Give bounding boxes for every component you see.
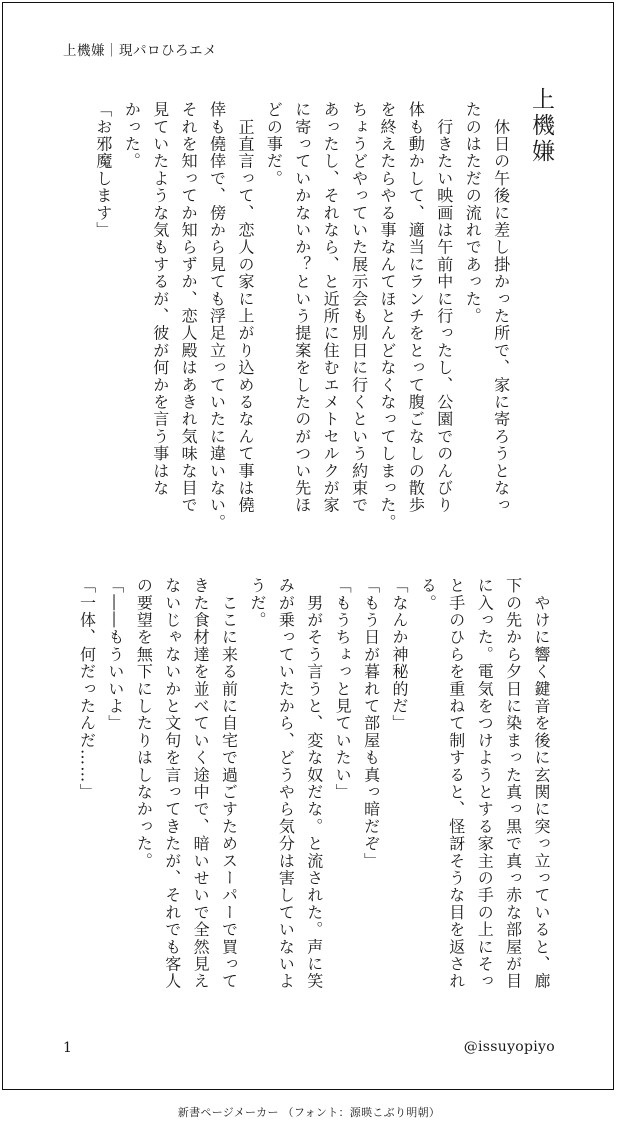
text-column: ここに来る前に自宅で過ごすためスーパーで買って	[219, 577, 239, 990]
author-handle: @issuyopiyo	[463, 1039, 555, 1055]
text-column: 休日の午後に差し掛かった所で、家に寄ろうとなっ	[491, 101, 511, 514]
page-frame	[2, 2, 614, 1090]
text-block-top	[43, 87, 555, 531]
page-header: 上機嫌｜現パロひろエメ	[63, 43, 217, 59]
generator-credit: 新書ページメーカー （フォント：源暎こぶり明朝）	[177, 1106, 441, 1119]
text-block-bottom	[43, 577, 555, 1037]
text-column: 「もうちょっと見ていたい」	[333, 577, 353, 801]
text-column: 男がそう言うと、変な奴だな。と流された。声に笑	[304, 577, 324, 990]
text-column: 行きたい映画は午前中に行ったし、公園でのんびり	[434, 101, 454, 514]
text-column: どの事だ。	[264, 101, 284, 187]
text-column: を終えたらやる事なんてほとんどなくなってしまった。	[377, 101, 397, 531]
text-column: 「一体、何だったんだ……」	[77, 577, 97, 801]
text-column: 倖も僥倖で、傍から見ても浮足立っていたに違いない。	[207, 101, 227, 531]
page-number: 1	[63, 1040, 72, 1056]
text-column: あったし、それなら、と近所に住むエメトセルクが家	[321, 101, 341, 514]
text-column: る。	[418, 577, 438, 612]
text-column: 「もう日が暮れて部屋も真っ暗だぞ」	[361, 577, 381, 870]
text-column: みが乗っていたから、どうやら気分は害していないよ	[276, 577, 296, 990]
text-column: 見ていたような気もするが、彼が何かを言う事はな	[150, 101, 170, 497]
text-column: 体も動かして、適当にランチをとって腹ごなしの散歩	[406, 101, 426, 514]
story-title: 上機嫌	[528, 87, 554, 165]
text-column: それを知ってか知らずか、恋人殿はあきれ気味な目で	[179, 101, 199, 514]
text-column: 下の先から夕日に染まった真っ黒で真っ赤な部屋が目	[503, 577, 523, 990]
text-column: うだ。	[247, 577, 267, 629]
text-column: に寄っていかないか？という提案をしたのがつい先ほ	[292, 101, 312, 514]
text-column: かった。	[122, 101, 142, 170]
text-column: 「なんか神秘的だ」	[389, 577, 409, 732]
text-column: やけに響く鍵音を後に玄関に突っ立っていると、廊	[532, 577, 551, 990]
text-column: 「お邪魔します」	[93, 101, 113, 239]
text-column: たのはただの流れであった。	[463, 101, 483, 325]
text-column: 「――もういいよ」	[105, 577, 125, 732]
text-column: ないじゃないかと文句を言ってきたが、それでも客人	[162, 577, 182, 990]
text-column: の要望を無下にしたりはしなかった。	[134, 577, 154, 870]
text-column: きた食材達を並べていく途中で、暗いせいで全然見え	[191, 577, 211, 990]
text-column: に入った。電気をつけようとする家主の手の上にそっ	[475, 577, 495, 990]
text-column: と手のひらを重ねて制すると、怪訝そうな目を返され	[446, 577, 466, 990]
text-column: 正直言って、恋人の家に上がり込めるなんて事は僥	[235, 101, 255, 514]
text-column: ちょうどやっていた展示会も別日に行くという約束で	[349, 101, 369, 514]
